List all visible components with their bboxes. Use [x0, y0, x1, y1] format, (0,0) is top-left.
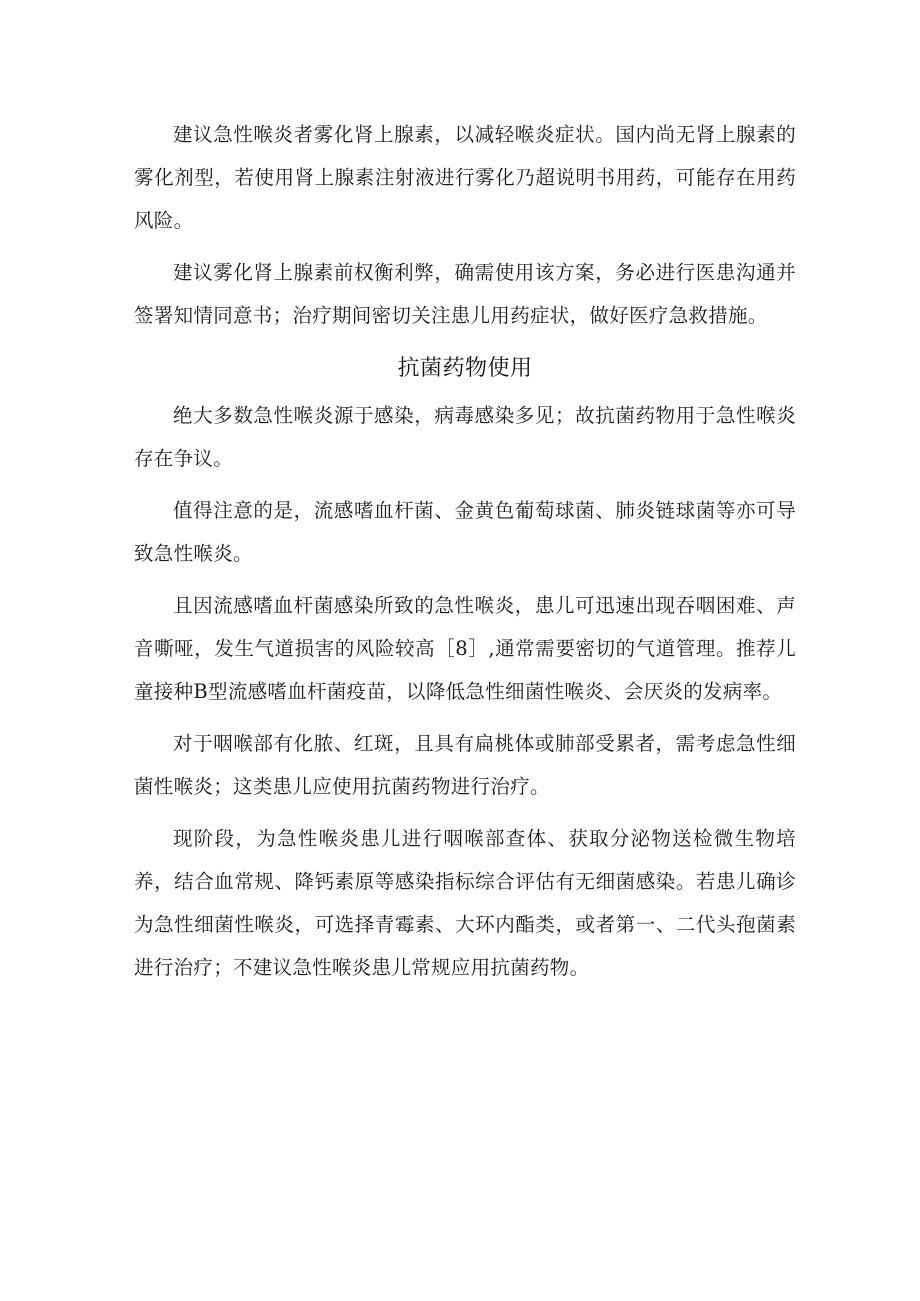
- paragraph-treatment-options: 现阶段，为急性喉炎患儿进行咽喉部查体、获取分泌物送检微生物培养，结合血常规、降钙素原等感染指标综合评估有无细菌感染。若患儿确诊为急性细菌性喉炎，可选择青霉素、大环内酯类，或者第一、二代头孢菌素进行治疗；不建议急性喉炎患儿常规应用抗菌药物。: [134, 827, 796, 979]
- paragraph-antibiotic-indication: 对于咽喉部有化脓、红斑，且具有扁桃体或肺部受累者，需考虑急性细菌性喉炎；这类患儿应使用抗菌药物进行治疗。: [134, 732, 796, 798]
- paragraph-informed-consent: 建议雾化肾上腺素前权衡利弊，确需使用该方案，务必进行医患沟通并签署知情同意书；治疗期间密切关注患儿用药症状，做好医疗急救措施。: [134, 261, 796, 327]
- paragraph-hib-vaccine: 且因流感嗜血杆菌感染所致的急性喉炎，患儿可迅速出现吞咽困难、声音嘶哑，发生气道损害的风险较高［8］,通常需要密切的气道管理。推荐儿童接种B型流感嗜血杆菌疫苗，以降低急性细菌性喉炎、会厌炎的发病率。: [134, 594, 796, 703]
- section-title: 抗菌药物使用: [397, 356, 533, 381]
- paragraph-nebulized-epinephrine: 建议急性喉炎者雾化肾上腺素，以减轻喉炎症状。国内尚无肾上腺素的雾化剂型，若使用肾上腺素注射液进行雾化乃超说明书用药，可能存在用药风险。: [134, 123, 796, 232]
- paragraph-infection-source: 绝大多数急性喉炎源于感染，病毒感染多见；故抗菌药物用于急性喉炎存在争议。: [134, 404, 796, 470]
- paragraph-bacterial-causes: 值得注意的是，流感嗜血杆菌、金黄色葡萄球菌、肺炎链球菌等亦可导致急性喉炎。: [134, 499, 796, 565]
- document-body: [134, 113, 796, 998]
